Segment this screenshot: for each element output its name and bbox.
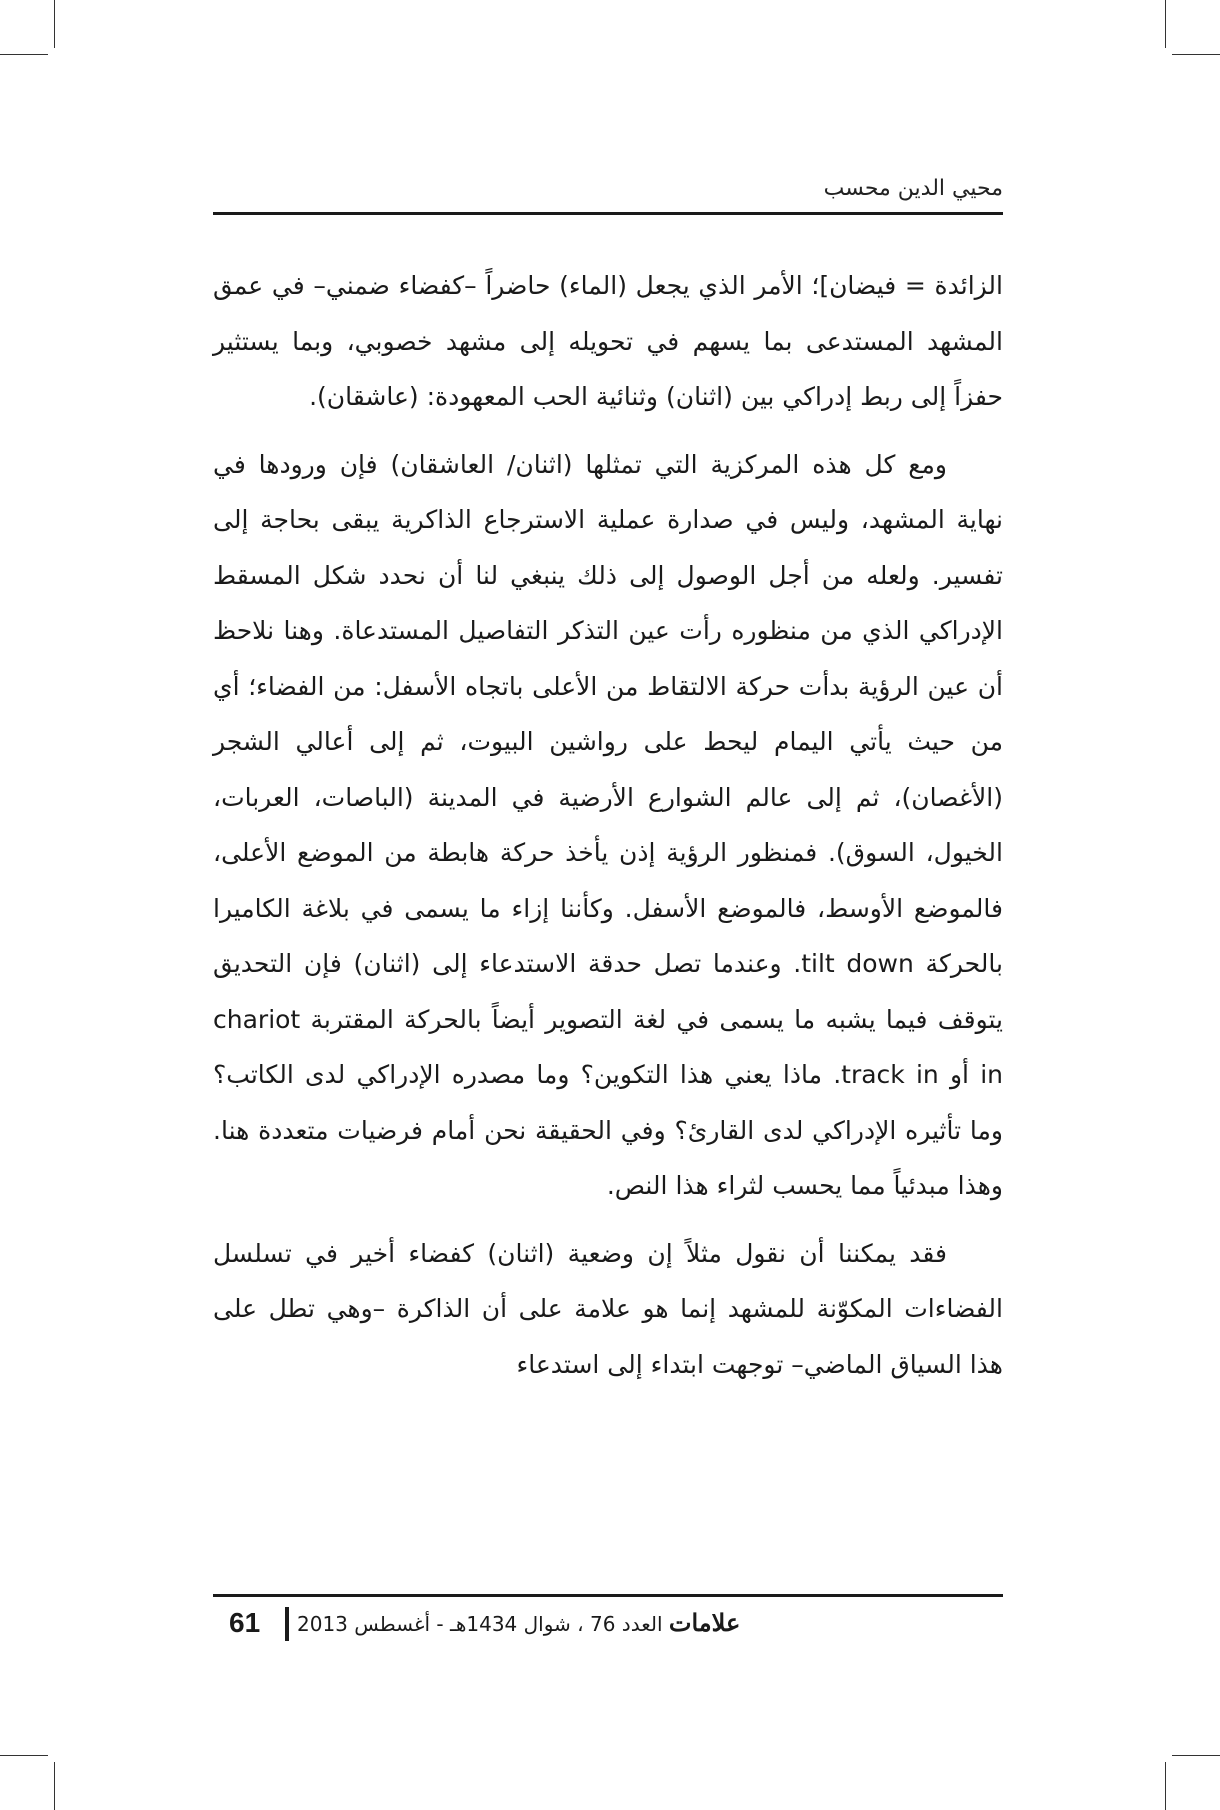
crop-mark bbox=[1172, 54, 1220, 55]
footer-rule bbox=[213, 1594, 1003, 1597]
crop-mark bbox=[54, 1762, 55, 1810]
page-number: 61 bbox=[229, 1607, 261, 1638]
crop-mark bbox=[0, 54, 48, 55]
issue-info: العدد 76 ، شوال 1434هـ - أغسطس 2013 bbox=[297, 1612, 663, 1636]
paragraph: الزائدة = فيضان]؛ الأمر الذي يجعل (الماء) حاضراً –كفضاء ضمني– في عمق المشهد المستدعى بما يسهم في تحويله إلى مشهد خصوبي، وبما يستثير حفزاً إلى ربط إدراكي بين (اثنان) وثنائية الحب المعهودة: (عاشقان). bbox=[213, 271, 1003, 411]
author-name: محيي الدين محسب bbox=[823, 176, 1003, 201]
crop-mark bbox=[1172, 1755, 1220, 1756]
article-body bbox=[213, 258, 1003, 1404]
journal-name: علامات bbox=[668, 1608, 741, 1637]
paragraph: ومع كل هذه المركزية التي تمثلها (اثنان/ العاشقان) فإن ورودها في نهاية المشهد، وليس في صدارة عملية الاسترجاع الذاكرية يبقى بحاجة إلى تفسير. ولعله من أجل الوصول إلى ذلك ينبغي لنا أن نحدد شكل المسقط الإدراكي الذي من منظوره رأت عين التذكر التفاصيل المستدعاة. وهنا نلاحظ أن عين الرؤية بدأت حركة الالتقاط من الأعلى باتجاه الأسفل: من الفضاء؛ أي من حيث يأتي اليمام ليحط على رواشين البيوت، ثم إلى أعالي الشجر (الأغصان)، ثم إلى عالم الشوارع الأرضية في المدينة (الباصات، العربات، الخيول، السوق). فمنظور الرؤية إذن يأخذ حركة هابطة من الموضع الأعلى، فالموضع الأوسط، فالموضع الأسفل. وكأننا إزاء ما يسمى في بلاغة الكاميرا بالحركة tilt down. وعندما تصل حدقة الاستدعاء إلى (اثنان) فإن التحديق يتوقف فيما يشبه ما يسمى في لغة التصوير أيضاً بالحركة المقتربة chariot in أو track in. ماذا يعني هذا التكوين؟ وما مصدره الإدراكي لدى الكاتب؟ وما تأثيره الإدراكي لدى القارئ؟ وفي الحقيقة نحن أمام فرضيات متعددة هنا. وهذا مبدئياً مما يحسب لثراء هذا النص. bbox=[213, 449, 1003, 1200]
footer-divider bbox=[285, 1607, 289, 1641]
crop-mark bbox=[1165, 0, 1166, 48]
crop-mark bbox=[54, 0, 55, 48]
crop-mark bbox=[0, 1755, 48, 1756]
header-rule bbox=[213, 212, 1003, 215]
journal-info bbox=[297, 1603, 1003, 1644]
page-footer bbox=[213, 1603, 1003, 1647]
running-header bbox=[213, 172, 1003, 212]
paragraph: فقد يمكننا أن نقول مثلاً إن وضعية (اثنان) كفضاء أخير في تسلسل الفضاءات المكوّنة للمشهد إنما هو علامة على أن الذاكرة –وهي تطل على هذا السياق الماضي– توجهت ابتداء إلى استدعاء bbox=[213, 1238, 1003, 1379]
crop-mark bbox=[1165, 1762, 1166, 1810]
